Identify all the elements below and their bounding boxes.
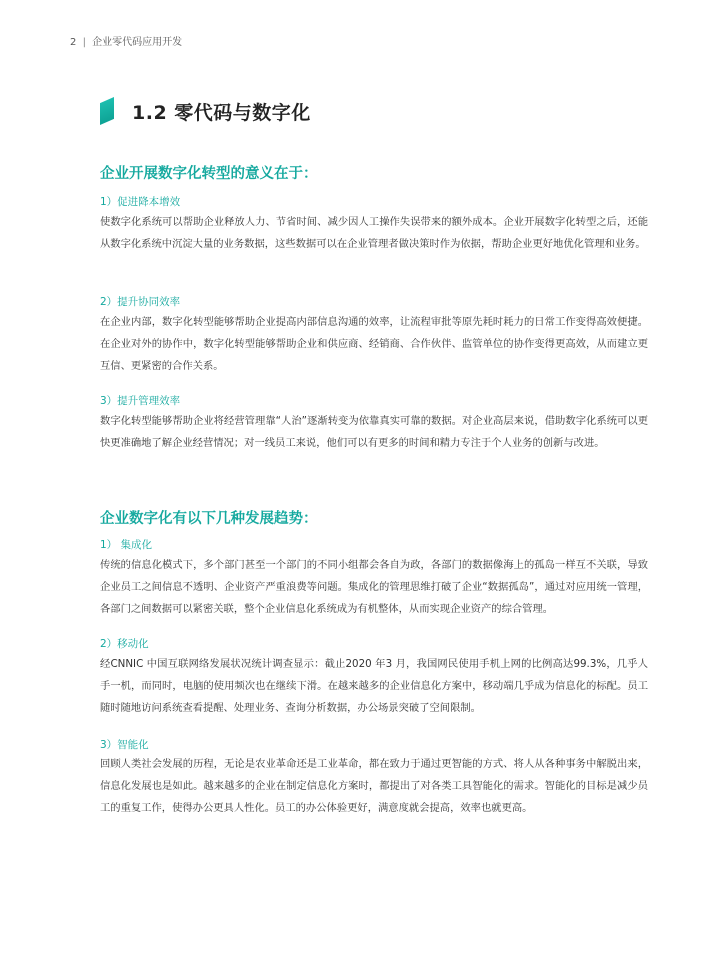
significance-item-3-text: 数字化转型能够帮助企业将经营管理靠“人治”逐渐转变为依靠真实可靠的数据。对企业高层来说，借助数字化系统可以更快更准确地了解企业经营情况；对一线员工来说，他们可以有更多的时间和精力专注于个人业务的创新与改进。: [100, 415, 648, 449]
significance-item-1-heading: 1）促进降本增效: [100, 196, 181, 208]
trends-item-2-text: 经CNNIC 中国互联网络发展状况统计调查显示：截止2020 年3 月，我国网民使用手机上网的比例高达99.3%，几乎人手一机，而同时，电脑的使用频次也在继续下滑。在越来越多的企业信息化方案中，移动端几乎成为信息化的标配。员工随时随地访问系统查看提醒、处理业务、查询分析数据，办公场景突破了空间限制。: [100, 658, 648, 714]
section-title: 1.2 零代码与数字化: [132, 101, 311, 124]
significance-item-2-heading: 2）提升协同效率: [100, 296, 181, 308]
significance-item-2-text: 在企业内部，数字化转型能够帮助企业提高内部信息沟通的效率，让流程审批等原先耗时耗力的日常工作变得高效便捷。在企业对外的协作中，数字化转型能够帮助企业和供应商、经销商、合作伙伴、监管单位的协作变得更高效，从而建立更互信、更紧密的合作关系。: [100, 316, 648, 372]
trends-item-1-text: 传统的信息化模式下，多个部门甚至一个部门的不同小组都会各自为政，各部门的数据像海上的孤岛一样互不关联，导致企业员工之间信息不透明、企业资产严重浪费等问题。集成化的管理思维打破了企业“数据孤岛”，通过对应用统一管理，各部门之间数据可以紧密关联，整个企业信息化系统成为有机整体，从而实现企业资产的综合管理。: [100, 559, 648, 615]
trends-item-2-heading: 2）移动化: [100, 638, 149, 650]
document-title: 企业零代码应用开发: [92, 37, 183, 48]
significance-heading: 企业开展数字化转型的意义在于：: [100, 166, 318, 182]
running-header: [70, 33, 182, 48]
trends-heading: 企业数字化有以下几种发展趋势：: [100, 511, 318, 527]
trends-item-3-text: 回顾人类社会发展的历程，无论是农业革命还是工业革命，都在致力于通过更智能的方式、将人从各种事务中解脱出来，信息化发展也是如此。越来越多的企业在制定信息化方案时，都提出了对各类工具智能化的需求。智能化的目标是减少员工的重复工作，使得办公更具人性化。员工的办公体验更好，满意度就会提高，效率也就更高。: [100, 758, 648, 814]
header-separator: |: [82, 37, 86, 48]
significance-item-3-heading: 3）提升管理效率: [100, 395, 181, 407]
page-number: 2: [70, 37, 77, 48]
trends-item-1-heading: 1） 集成化: [100, 539, 153, 551]
section-marker-icon: [100, 97, 114, 125]
section-title-block: [100, 96, 311, 126]
significance-item-1-text: 使数字化系统可以帮助企业释放人力、节省时间、减少因人工操作失误带来的额外成本。企业开展数字化转型之后，还能从数字化系统中沉淀大量的业务数据，这些数据可以在企业管理者做决策时作为依据，帮助企业更好地优化管理和业务。: [100, 216, 648, 250]
trends-item-3-heading: 3）智能化: [100, 739, 149, 751]
